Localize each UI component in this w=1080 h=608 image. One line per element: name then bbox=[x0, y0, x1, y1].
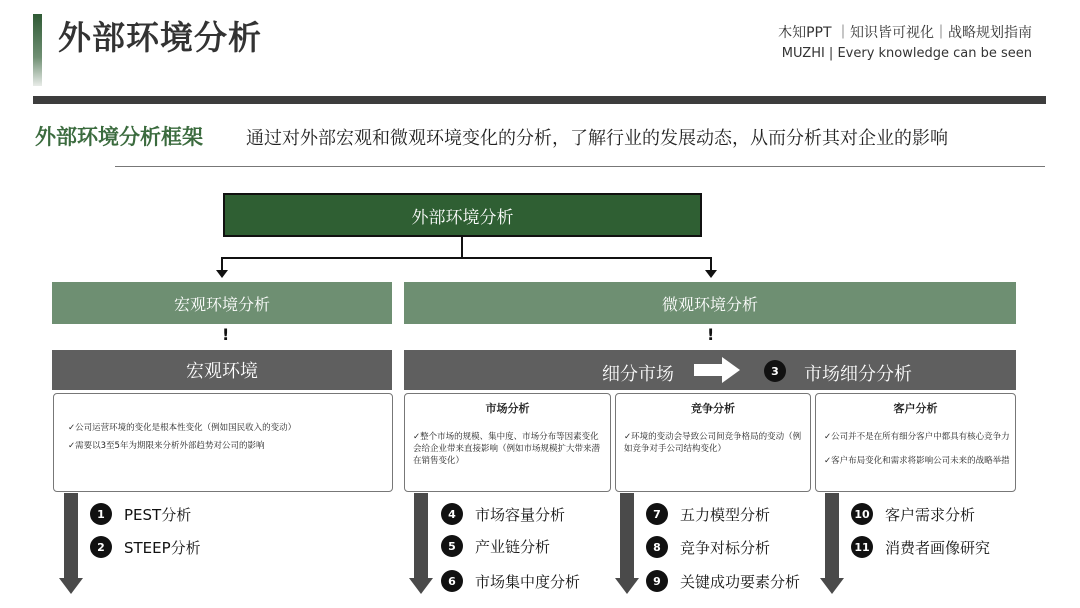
list-item-label: PEST分析 bbox=[124, 505, 192, 524]
list-item bbox=[90, 503, 191, 525]
competition-card-text: ✓环境的变动会导致公司间竞争格局的变动（例如竞争对手公司结构变化） bbox=[624, 432, 802, 454]
market-card bbox=[404, 393, 611, 492]
white-arrow-icon-body bbox=[694, 364, 722, 376]
step-badge: 7 bbox=[646, 503, 668, 525]
white-arrow-icon-head bbox=[722, 357, 740, 383]
macro-down-arrow-shaft bbox=[64, 493, 78, 579]
list-item-label: 客户需求分析 bbox=[885, 505, 976, 524]
list-item-label: 五力模型分析 bbox=[680, 505, 771, 524]
brand-tagline-cn: 木知PPT ｜知识皆可视化｜战略规划指南 bbox=[778, 25, 1032, 41]
competition-down-arrow-shaft bbox=[620, 493, 634, 579]
page-title: 外部环境分析 bbox=[58, 18, 262, 57]
connector-horizontal bbox=[222, 257, 712, 259]
list-item-label: 关键成功要素分析 bbox=[680, 572, 801, 591]
macro-exclaim-mark: ! bbox=[222, 325, 230, 344]
competition-card bbox=[615, 393, 811, 492]
list-item-label: 市场集中度分析 bbox=[475, 572, 581, 591]
customer-card-line2: ✓客户布局变化和需求将影响公司未来的战略举措 bbox=[824, 456, 1010, 466]
segment-market-box bbox=[404, 350, 1016, 390]
market-down-arrow-shaft bbox=[414, 493, 428, 579]
step-badge: 5 bbox=[441, 535, 463, 557]
macro-analysis-box bbox=[52, 282, 392, 324]
list-item bbox=[90, 536, 201, 558]
list-item-label: 市场容量分析 bbox=[475, 505, 566, 524]
macro-environment-label: 宏观环境 bbox=[186, 361, 258, 382]
step-badge: 11 bbox=[851, 536, 873, 558]
micro-analysis-label: 微观环境分析 bbox=[661, 294, 758, 314]
micro-exclaim-mark: ! bbox=[707, 325, 715, 344]
framework-title: 外部环境分析框架 bbox=[35, 125, 203, 149]
brand-tagline-en: MUZHI | Every knowledge can be seen bbox=[781, 46, 1032, 61]
market-down-arrow-head bbox=[409, 578, 433, 594]
step-badge: 4 bbox=[441, 503, 463, 525]
step-badge: 10 bbox=[851, 503, 873, 525]
market-card-text: ✓整个市场的规模、集中度、市场分布等因素变化会给企业带来直接影响（例如市场规模扩大带来潜在销售变化） bbox=[413, 432, 601, 466]
step-badge: 6 bbox=[441, 570, 463, 592]
list-item bbox=[851, 503, 975, 525]
list-item-label: 消费者画像研究 bbox=[885, 538, 991, 557]
connector-right-down bbox=[710, 257, 712, 271]
customer-card bbox=[815, 393, 1016, 492]
step-badge: 1 bbox=[90, 503, 112, 525]
macro-analysis-label: 宏观环境分析 bbox=[173, 294, 270, 314]
customer-card-line1: ✓公司并不是在所有细分客户中都具有核心竞争力 bbox=[824, 432, 1010, 442]
customer-down-arrow-head bbox=[820, 578, 844, 594]
step-3-badge: 3 bbox=[764, 360, 786, 382]
connector-right-arrowhead bbox=[705, 270, 717, 278]
segment-analysis-label: 市场细分分析 bbox=[804, 364, 912, 385]
root-node bbox=[223, 193, 702, 237]
list-item bbox=[851, 536, 990, 558]
list-item-label: 产业链分析 bbox=[475, 537, 551, 556]
macro-card-line1: ✓公司运营环境的变化是根本性变化（例如国民收入的变动） bbox=[68, 423, 297, 433]
step-badge: 2 bbox=[90, 536, 112, 558]
list-item bbox=[441, 570, 580, 592]
list-item bbox=[646, 536, 770, 558]
list-item bbox=[646, 570, 800, 592]
connector-root-down bbox=[461, 237, 463, 258]
step-badge: 8 bbox=[646, 536, 668, 558]
step-badge: 9 bbox=[646, 570, 668, 592]
customer-down-arrow-shaft bbox=[825, 493, 839, 579]
connector-left-arrowhead bbox=[216, 270, 228, 278]
framework-description: 通过对外部宏观和微观环境变化的分析，了解行业的发展动态，从而分析其对企业的影响 bbox=[246, 128, 948, 149]
macro-down-arrow-head bbox=[59, 578, 83, 594]
title-accent-bar bbox=[33, 14, 42, 86]
root-node-label: 外部环境分析 bbox=[411, 207, 514, 228]
list-item-label: STEEP分析 bbox=[124, 538, 201, 557]
list-item-label: 竞争对标分析 bbox=[680, 538, 771, 557]
customer-card-title: 客户分析 bbox=[893, 402, 938, 415]
macro-environment-box bbox=[52, 350, 392, 390]
competition-card-title: 竞争分析 bbox=[691, 402, 735, 415]
header-divider bbox=[33, 96, 1046, 104]
list-item bbox=[441, 503, 565, 525]
macro-card-line2: ✓需要以3至5年为期限来分析外部趋势对公司的影响 bbox=[68, 441, 265, 451]
micro-analysis-box bbox=[404, 282, 1016, 324]
subheader-divider bbox=[115, 166, 1045, 167]
connector-left-down bbox=[221, 257, 223, 271]
list-item bbox=[441, 535, 550, 557]
competition-down-arrow-head bbox=[615, 578, 639, 594]
macro-card bbox=[53, 393, 393, 492]
list-item bbox=[646, 503, 770, 525]
segment-market-label: 细分市场 bbox=[602, 364, 674, 385]
market-card-title: 市场分析 bbox=[485, 402, 530, 415]
